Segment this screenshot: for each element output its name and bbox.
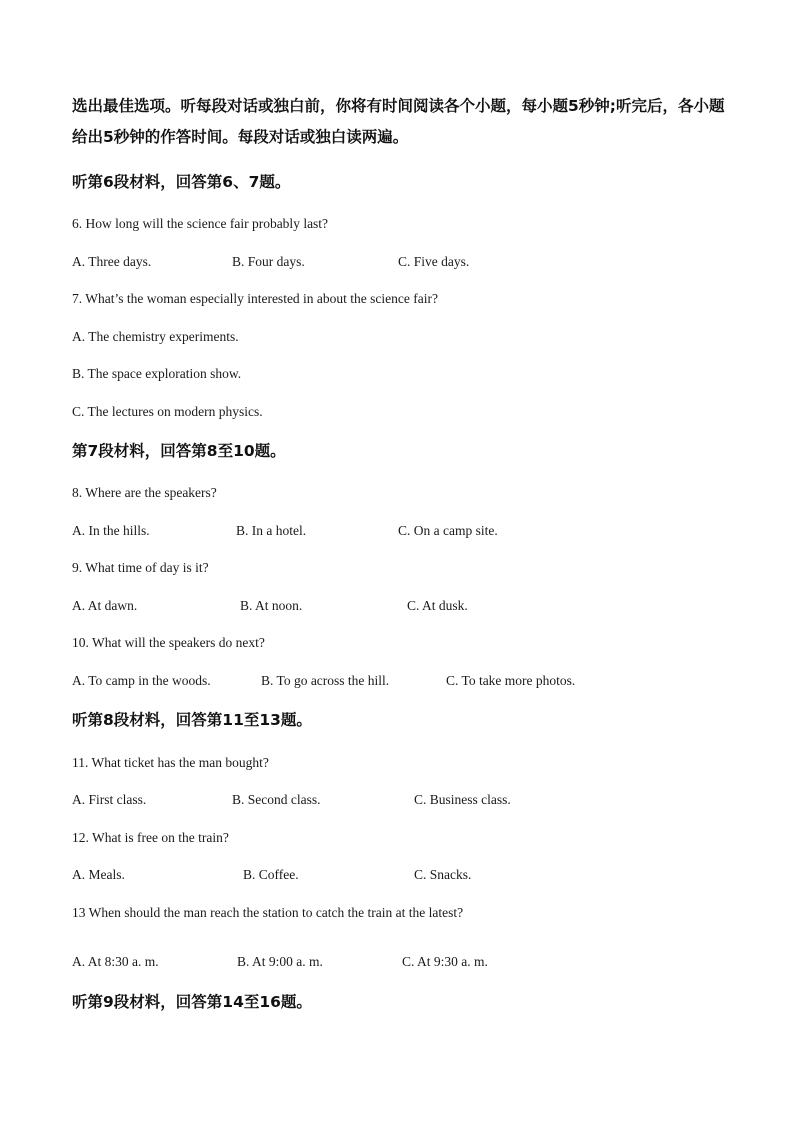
q10-option-b: B. To go across the hill.	[261, 673, 390, 688]
section-heading-8: 听第8段材料，回答第11至13题。	[72, 711, 312, 729]
section-heading-7: 第7段材料，回答第8至10题。	[72, 442, 286, 460]
q10-option-a: A. To camp in the woods.	[72, 673, 211, 688]
section-heading-9: 听第9段材料，回答第14至16题。	[72, 993, 312, 1011]
q13-option-b: B. At 9:00 a. m.	[237, 954, 323, 969]
question-11: 11. What ticket has the man bought?	[72, 755, 269, 770]
q7-option-c: C. The lectures on modern physics.	[72, 404, 263, 419]
question-8: 8. Where are the speakers?	[72, 485, 217, 500]
q6-option-c: C. Five days.	[398, 254, 470, 269]
q9-option-c: C. At dusk.	[407, 598, 468, 613]
q8-option-b: B. In a hotel.	[236, 523, 307, 538]
question-9: 9. What time of day is it?	[72, 560, 209, 575]
question-7: 7. What’s the woman especially interested in about the science fair?	[72, 291, 438, 306]
q8-option-a: A. In the hills.	[72, 523, 150, 538]
question-13: 13 When should the man reach the station to catch the train at the latest?	[72, 905, 464, 920]
q7-option-a: A. The chemistry experiments.	[72, 329, 239, 344]
q11-option-c: C. Business class.	[414, 792, 511, 807]
q12-option-b: B. Coffee.	[243, 867, 299, 882]
section-instructions: 选出最佳选项。听每段对话或独白前，你将有时间阅读各个小题，每小题5秒钟;听完后，各小题给出5秒钟的作答时间。每段对话或独白读两遍。	[72, 97, 725, 146]
question-6: 6. How long will the science fair probably last?	[72, 216, 329, 231]
q6-option-b: B. Four days.	[232, 254, 305, 269]
q12-option-c: C. Snacks.	[414, 867, 472, 882]
q8-option-c: C. On a camp site.	[398, 523, 498, 538]
q13-option-a: A. At 8:30 a. m.	[72, 954, 159, 969]
q11-option-a: A. First class.	[72, 792, 147, 807]
question-10: 10. What will the speakers do next?	[72, 635, 265, 650]
q6-option-a: A. Three days.	[72, 254, 152, 269]
q7-option-b: B. The space exploration show.	[72, 366, 242, 381]
q10-option-c: C. To take more photos.	[446, 673, 576, 688]
q11-option-b: B. Second class.	[232, 792, 321, 807]
q12-option-a: A. Meals.	[72, 867, 125, 882]
question-12: 12. What is free on the train?	[72, 830, 229, 845]
q9-option-b: B. At noon.	[240, 598, 303, 613]
q13-option-c: C. At 9:30 a. m.	[402, 954, 488, 969]
q9-option-a: A. At dawn.	[72, 598, 138, 613]
section-heading-6: 听第6段材料，回答第6、7题。	[72, 173, 291, 191]
